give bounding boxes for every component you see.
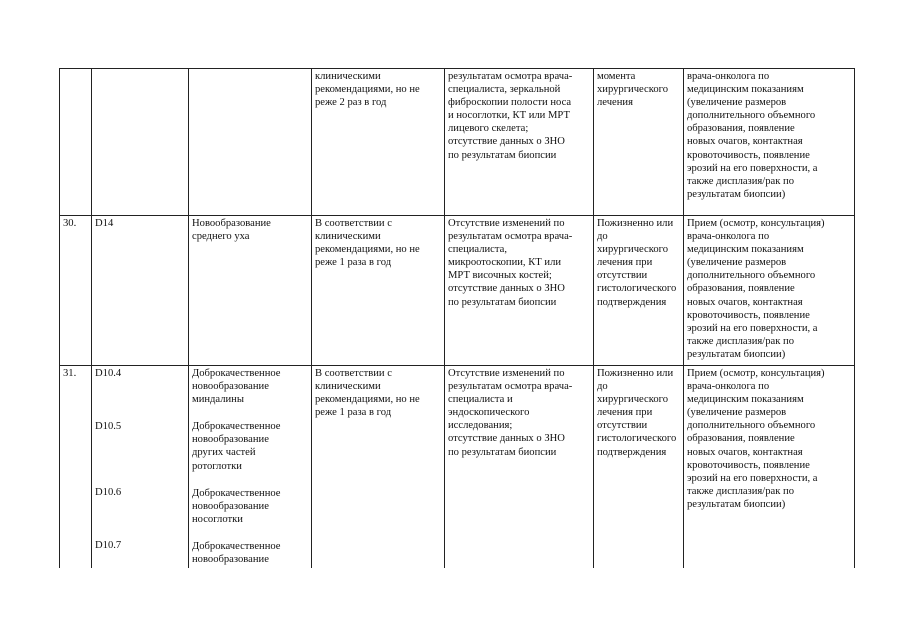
- text-line: среднего уха: [192, 231, 250, 243]
- text-line: результатам осмотра врача-: [448, 231, 573, 243]
- text-line: по результатам биопсии: [448, 296, 557, 308]
- cell-duration: [594, 216, 684, 366]
- text-line: врача-онколога по: [687, 381, 770, 393]
- cell-consultation: [684, 366, 855, 569]
- text-line: Доброкачественное: [192, 368, 281, 379]
- text-line: также дисплазия/рак по: [687, 335, 794, 347]
- text-line: результатам осмотра врача-: [448, 71, 573, 82]
- text-line: до: [597, 381, 608, 393]
- name-group-d10-6: [192, 487, 308, 526]
- table-row-continuation: [60, 69, 855, 216]
- text-line: рекомендациями, но не: [315, 84, 420, 96]
- cell-code: [92, 69, 189, 216]
- text-line: лечения при: [597, 257, 653, 269]
- diagnosis-code: D10.4: [95, 368, 122, 379]
- text-line: подтверждения: [597, 296, 667, 308]
- text-line: образования, появление: [687, 433, 795, 445]
- text-line: клиническими: [315, 71, 381, 82]
- text-line: гистологического: [597, 433, 677, 445]
- text-line: до: [597, 231, 608, 243]
- text-line: Доброкачественное: [192, 421, 281, 433]
- name-group-d10-4: [192, 367, 308, 406]
- cell-criteria: [445, 366, 594, 569]
- table-row-31: [60, 366, 855, 569]
- text-line: (увеличение размеров: [687, 97, 787, 109]
- text-line: отсутствие данных о ЗНО: [448, 136, 565, 148]
- text-line: новообразование: [192, 500, 269, 512]
- text-line: реже 1 раза в год: [315, 257, 392, 269]
- table-row-30: [60, 216, 855, 366]
- cell-consultation: [684, 216, 855, 366]
- row-number: 30.: [63, 218, 77, 229]
- text-line: также дисплазия/рак по: [687, 175, 794, 187]
- text-line: Отсутствие изменений по: [448, 218, 565, 229]
- text-line: Пожизненно или: [597, 368, 674, 379]
- diagnosis-code: D14: [95, 218, 114, 229]
- observation-table: [59, 68, 855, 568]
- text-line: новых очагов, контактная: [687, 296, 803, 308]
- text-line: кровоточивость, появление: [687, 309, 810, 321]
- text-line: кровоточивость, появление: [687, 459, 810, 471]
- cell-num: [60, 69, 92, 216]
- text-line: В соответствии с: [315, 218, 392, 229]
- text-line: врача-онколога по: [687, 231, 770, 243]
- text-line: дополнительного объемного: [687, 270, 816, 282]
- text-line: исследования;: [448, 420, 513, 432]
- text-line: В соответствии с: [315, 368, 392, 379]
- text-line: эндоскопического: [448, 407, 530, 419]
- cell-criteria: [445, 216, 594, 366]
- text-line: медицинским показаниям: [687, 244, 804, 256]
- text-line: эрозий на его поверхности, а: [687, 162, 818, 174]
- cell-num: [60, 366, 92, 569]
- text-line: других частей: [192, 447, 256, 459]
- text-line: момента: [597, 71, 636, 82]
- text-line: носоглотки: [192, 513, 243, 525]
- cell-frequency: [312, 216, 445, 366]
- text-line: эрозий на его поверхности, а: [687, 472, 818, 484]
- cell-num: [60, 216, 92, 366]
- text-line: Доброкачественное: [192, 487, 281, 499]
- text-line: отсутствии: [597, 420, 648, 432]
- text-line: дополнительного объемного: [687, 110, 816, 122]
- text-line: микроотоскопии, КТ или: [448, 257, 562, 269]
- text-line: Прием (осмотр, консультация): [687, 368, 825, 379]
- cell-frequency: [312, 69, 445, 216]
- text-line: миндалины: [192, 394, 244, 406]
- text-line: специалиста,: [448, 244, 507, 256]
- cell-consultation: [684, 69, 855, 216]
- text-line: гистологического: [597, 283, 677, 295]
- text-line: медицинским показаниям: [687, 84, 804, 96]
- text-line: отсутствие данных о ЗНО: [448, 283, 565, 295]
- cell-criteria: [445, 69, 594, 216]
- text-line: клиническими: [315, 231, 381, 243]
- text-line: отсутствии: [597, 270, 648, 282]
- text-line: новых очагов, контактная: [687, 446, 803, 458]
- text-line: результатам осмотра врача-: [448, 381, 573, 393]
- text-line: образования, появление: [687, 283, 795, 295]
- cell-name: [189, 69, 312, 216]
- cell-duration: [594, 366, 684, 569]
- text-line: ротоглотки: [192, 460, 242, 472]
- text-line: хирургического: [597, 84, 669, 96]
- cell-frequency: [312, 366, 445, 569]
- text-line: также дисплазия/рак по: [687, 485, 794, 497]
- name-group-d10-5: [192, 420, 308, 472]
- text-line: Прием (осмотр, консультация): [687, 218, 825, 229]
- text-line: клиническими: [315, 381, 381, 393]
- text-line: медицинским показаниям: [687, 394, 804, 406]
- text-line: дополнительного объемного: [687, 420, 816, 432]
- diagnosis-code: D10.5: [95, 421, 122, 433]
- name-group-d10-7: [192, 540, 308, 566]
- text-line: хирургического: [597, 394, 669, 406]
- text-line: по результатам биопсии: [448, 149, 557, 161]
- text-line: Пожизненно или: [597, 218, 674, 229]
- text-line: отсутствие данных о ЗНО: [448, 433, 565, 445]
- text-line: новообразование: [192, 554, 269, 566]
- text-line: лечения: [597, 97, 633, 109]
- cell-name: [189, 366, 312, 569]
- cell-code: [92, 366, 189, 569]
- text-line: новообразование: [192, 381, 269, 393]
- cell-code: [92, 216, 189, 366]
- diagnosis-code: D10.6: [95, 487, 122, 499]
- text-line: образования, появление: [687, 123, 795, 135]
- text-line: Отсутствие изменений по: [448, 368, 565, 379]
- text-line: реже 1 раза в год: [315, 407, 392, 419]
- text-line: новых очагов, контактная: [687, 136, 803, 148]
- text-line: реже 2 раз в год: [315, 97, 387, 109]
- text-line: результатам биопсии): [687, 498, 786, 510]
- text-line: эрозий на его поверхности, а: [687, 322, 818, 334]
- text-line: подтверждения: [597, 446, 667, 458]
- text-line: (увеличение размеров: [687, 257, 787, 269]
- text-line: фиброскопии полости носа: [448, 97, 572, 109]
- row-number: 31.: [63, 368, 77, 379]
- text-line: Доброкачественное: [192, 540, 281, 552]
- text-line: специалиста и: [448, 394, 513, 406]
- text-line: результатам биопсии): [687, 188, 786, 200]
- text-line: Новообразование: [192, 218, 271, 229]
- text-line: рекомендациями, но не: [315, 244, 420, 256]
- diagnosis-code: D10.7: [95, 540, 122, 552]
- text-line: (увеличение размеров: [687, 407, 787, 419]
- text-line: врача-онколога по: [687, 71, 770, 82]
- text-line: МРТ височных костей;: [448, 270, 552, 282]
- text-line: кровоточивость, появление: [687, 149, 810, 161]
- text-line: новообразование: [192, 434, 269, 446]
- text-line: хирургического: [597, 244, 669, 256]
- text-line: лицевого скелета;: [448, 123, 529, 135]
- text-line: рекомендациями, но не: [315, 394, 420, 406]
- text-line: лечения при: [597, 407, 653, 419]
- text-line: и носоглотки, КТ или МРТ: [448, 110, 570, 122]
- cell-name: [189, 216, 312, 366]
- text-line: специалиста, зеркальной: [448, 84, 561, 96]
- text-line: по результатам биопсии: [448, 446, 557, 458]
- cell-duration: [594, 69, 684, 216]
- text-line: результатам биопсии): [687, 348, 786, 360]
